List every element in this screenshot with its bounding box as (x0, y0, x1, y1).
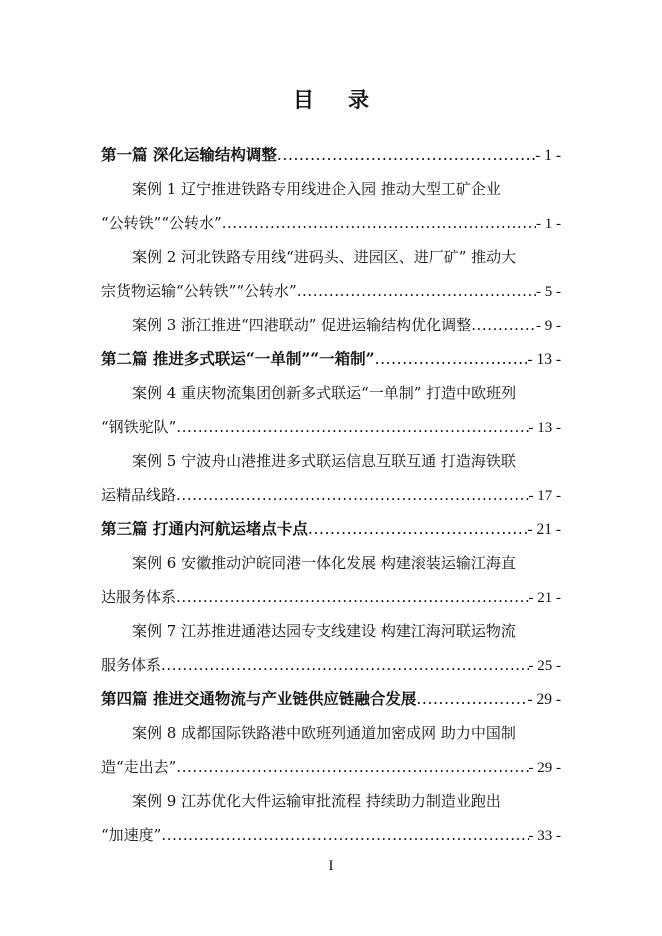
leader-dots (375, 342, 528, 376)
toc-entry-label: “钢铁驼队” (101, 418, 177, 436)
table-of-contents (101, 138, 561, 852)
toc-entry-label: 造“走出去” (101, 758, 177, 776)
toc-entry[interactable] (101, 478, 561, 512)
leader-dots (176, 410, 528, 444)
toc-entry-label: 第二篇 推进多式联运“一单制”“一箱制” (101, 349, 375, 368)
toc-entry-label: 案例 3 浙江推进“四港联动” 促进运输结构优化调整 (132, 316, 472, 334)
leader-dots (222, 206, 536, 240)
leader-dots (161, 818, 528, 852)
toc-page-number: - 25 - (528, 658, 561, 674)
toc-entry-label: 案例 6 安徽推动沪皖同港一体化发展 构建滚装运输江海直 (132, 554, 516, 572)
toc-entry-label: 第四篇 推进交通物流与产业链供应链融合发展 (101, 689, 417, 708)
toc-entry-line[interactable] (101, 784, 561, 818)
toc-page-number: - 9 - (536, 318, 561, 334)
toc-entry[interactable] (101, 682, 561, 716)
leader-dots (416, 682, 527, 716)
leader-dots (176, 580, 528, 614)
toc-page-number: - 29 - (528, 760, 561, 776)
toc-page-number: - 1 - (536, 216, 561, 232)
toc-entry-label: 案例 9 江苏优化大件运输审批流程 持续助力制造业跑出 (132, 792, 501, 810)
toc-entry-line[interactable] (101, 376, 561, 410)
leader-dots (277, 138, 535, 172)
toc-entry[interactable] (101, 274, 561, 308)
toc-page-number: - 13 - (527, 351, 561, 368)
toc-page-number: - 5 - (536, 284, 561, 300)
toc-entry-label: 运精品线路 (101, 486, 177, 504)
toc-entry[interactable] (101, 818, 561, 852)
leader-dots (161, 648, 528, 682)
leader-dots (176, 750, 528, 784)
toc-page-number: - 21 - (527, 521, 561, 538)
toc-entry[interactable] (101, 580, 561, 614)
toc-page-number: - 29 - (527, 691, 561, 708)
toc-entry-label: 宗货物运输“公转铁”“公转水” (101, 282, 297, 300)
toc-entry[interactable] (101, 308, 561, 342)
toc-entry-line[interactable] (101, 240, 561, 274)
toc-entry[interactable] (101, 648, 561, 682)
toc-entry-label: 达服务体系 (101, 588, 177, 606)
toc-entry-label: 案例 5 宁波舟山港推进多式联运信息互联互通 打造海铁联 (132, 452, 516, 470)
toc-entry-label: “加速度” (101, 826, 162, 844)
leader-dots (471, 308, 536, 342)
toc-entry-line[interactable] (101, 614, 561, 648)
toc-page-number: - 1 - (535, 147, 561, 164)
toc-entry-label: 案例 7 江苏推进通港达园专支线建设 构建江海河联运物流 (132, 622, 516, 640)
toc-page-number: - 17 - (528, 488, 561, 504)
toc-entry[interactable] (101, 750, 561, 784)
toc-page-number: - 33 - (528, 828, 561, 844)
leader-dots (176, 478, 528, 512)
toc-page-number: - 21 - (528, 590, 561, 606)
toc-entry[interactable] (101, 342, 561, 376)
toc-entry[interactable] (101, 206, 561, 240)
page-number: I (328, 858, 334, 874)
leader-dots (308, 512, 528, 546)
page-title (0, 84, 662, 114)
toc-entry-label: “公转铁”“公转水” (101, 214, 222, 232)
toc-entry-label: 第一篇 深化运输结构调整 (101, 145, 277, 164)
toc-entry-line[interactable] (101, 546, 561, 580)
title-char-1: 目 (293, 87, 314, 112)
toc-entry-label: 案例 4 重庆物流集团创新多式联运“一单制” 打造中欧班列 (132, 384, 517, 402)
toc-entry-label: 案例 1 辽宁推进铁路专用线进企入园 推动大型工矿企业 (132, 180, 501, 198)
toc-entry[interactable] (101, 138, 561, 172)
toc-entry-line[interactable] (101, 716, 561, 750)
toc-page-number: - 13 - (528, 420, 561, 436)
toc-entry-line[interactable] (101, 172, 561, 206)
toc-entry-label: 案例 2 河北铁路专用线“进码头、进园区、进厂矿” 推动大 (132, 248, 517, 266)
toc-entry-line[interactable] (101, 444, 561, 478)
toc-entry-label: 第三篇 打通内河航运堵点卡点 (101, 519, 308, 538)
toc-entry[interactable] (101, 512, 561, 546)
leader-dots (297, 274, 536, 308)
toc-entry[interactable] (101, 410, 561, 444)
toc-entry-label: 服务体系 (101, 656, 162, 674)
toc-entry-label: 案例 8 成都国际铁路港中欧班列通道加密成网 助力中国制 (132, 724, 516, 742)
title-char-2: 录 (348, 87, 369, 112)
